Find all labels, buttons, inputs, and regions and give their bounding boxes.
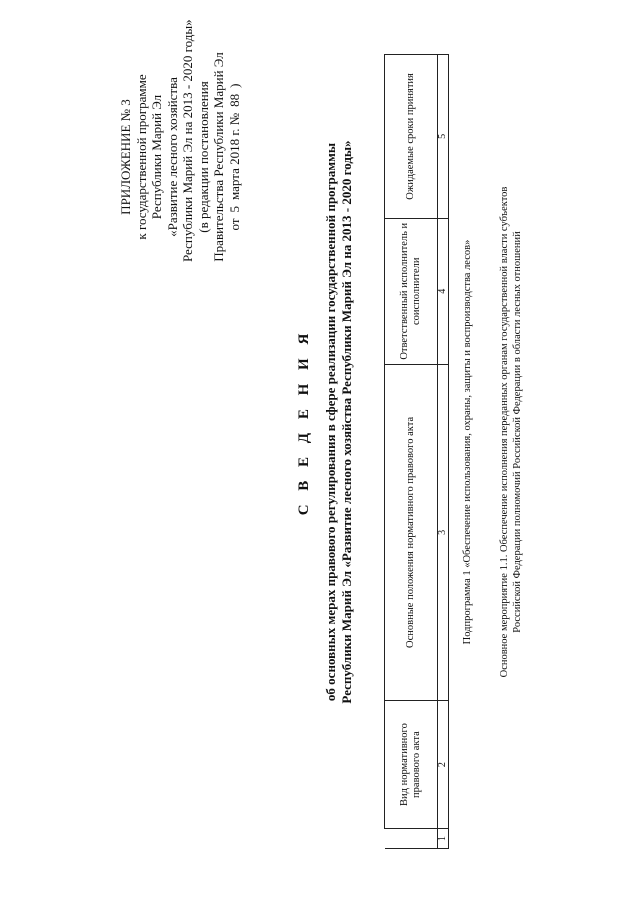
table-header-cell: Основные положения нормативного правового акта bbox=[385, 364, 438, 700]
document-title: С В Е Д Е Н И Я bbox=[296, 328, 312, 516]
measure-line: Основное мероприятие 1.1. Обеспечение исполнения переданных органам государственной власти субъектов bbox=[499, 186, 510, 678]
table-number-cell: 3 bbox=[438, 364, 449, 700]
table-number-cell: 2 bbox=[438, 701, 449, 829]
table-header-row bbox=[385, 55, 438, 849]
document-subtitle-line: об основных мерах правового регулирования в сфере реализации государственной программы bbox=[323, 142, 338, 702]
table-number-cell: 4 bbox=[438, 218, 449, 364]
table-header-cell: Ответственный исполнитель и соисполнители bbox=[385, 218, 438, 364]
measure-heading bbox=[498, 112, 524, 752]
date-prefix: от bbox=[226, 218, 242, 231]
date-suffix: ) bbox=[226, 83, 242, 88]
table-number-cell: 5 bbox=[438, 55, 449, 219]
date-number: 88 bbox=[226, 93, 242, 107]
table-header-cell: Вид нормативного правового акта bbox=[385, 701, 438, 829]
approval-line: к государственной программе bbox=[133, 74, 149, 240]
table-header-cell bbox=[385, 829, 438, 849]
date-day: 5 bbox=[226, 205, 242, 213]
approval-line: «Развитие лесного хозяйства bbox=[164, 77, 180, 237]
title-block bbox=[296, 22, 355, 822]
approval-line: Республики Марий Эл bbox=[149, 94, 164, 220]
approval-line: Республики Марий Эл на 2013 - 2020 годы» bbox=[180, 19, 195, 262]
approval-date-line bbox=[227, 52, 243, 262]
table-number-row bbox=[438, 55, 449, 849]
document-subtitle-line: Республики Марий Эл «Развитие лесного хозяйства Республики Марий Эл на 2013 - 2020 годы» bbox=[339, 140, 354, 704]
approval-line: ПРИЛОЖЕНИЕ № 3 bbox=[118, 99, 133, 215]
date-month-year: марта 2018 г. № bbox=[226, 112, 242, 200]
table-header-cell: Ожидаемые сроки принятия bbox=[385, 55, 438, 219]
measures-table bbox=[384, 54, 449, 849]
approval-line: (в редакции постановления bbox=[195, 81, 211, 233]
table-number-cell: 1 bbox=[438, 829, 449, 849]
approval-line: Правительства Республики Марий Эл bbox=[211, 52, 226, 262]
subprogram-heading: Подпрограмма 1 «Обеспечение использования, охраны, защиты и воспроизводства лесов» bbox=[462, 239, 473, 645]
approval-stamp bbox=[118, 19, 242, 262]
measure-line: Российской Федерации полномочий Российской Федерации в области лесных отношений bbox=[512, 231, 523, 633]
